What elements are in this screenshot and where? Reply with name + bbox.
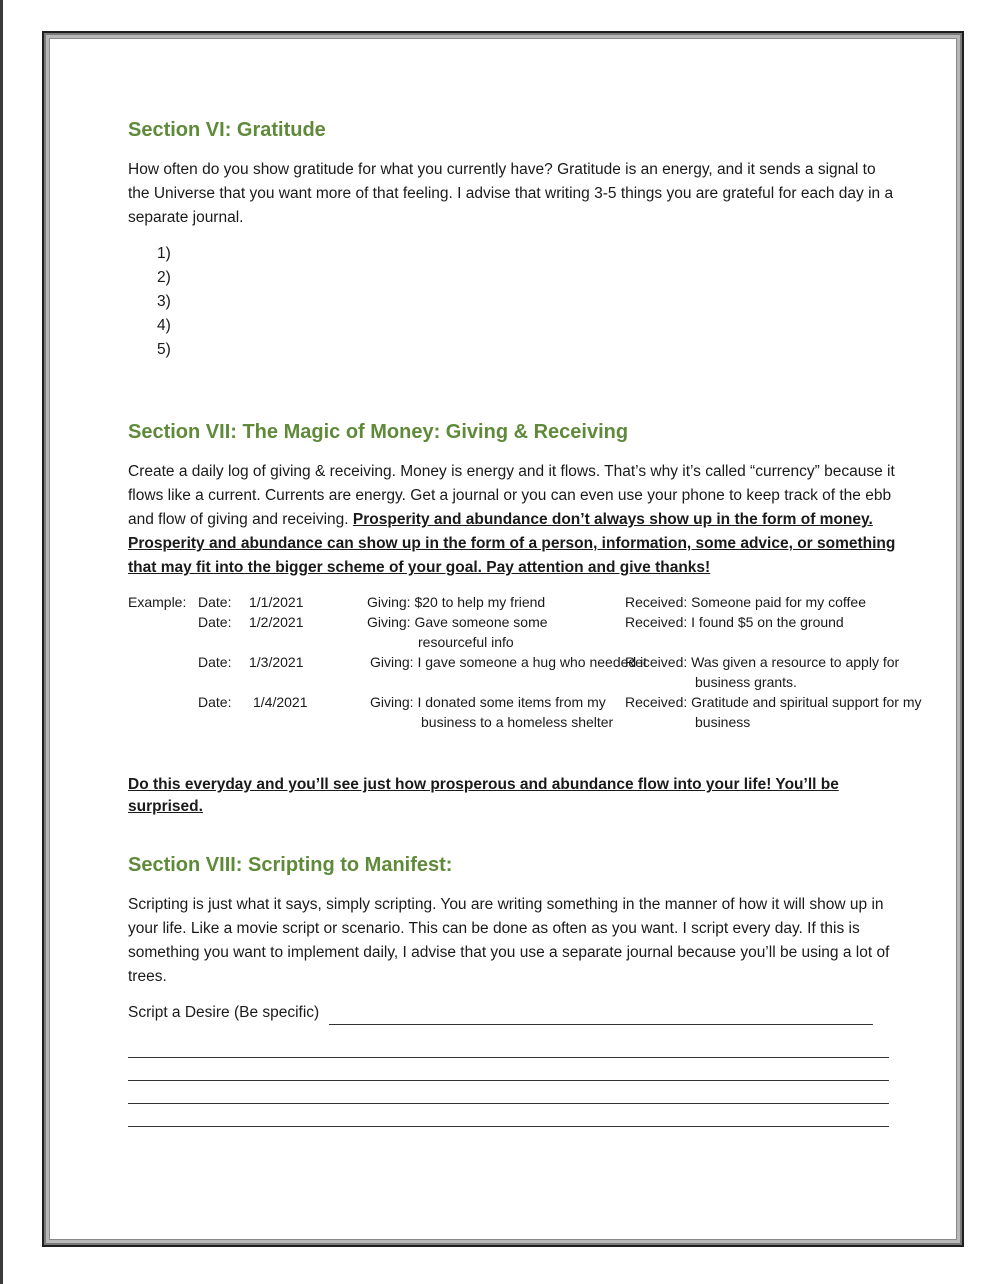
writing-line[interactable] <box>128 1035 889 1058</box>
writing-line[interactable] <box>128 1104 889 1127</box>
example-label: Example: <box>128 594 187 610</box>
section-6-title: Section VI: Gratitude <box>128 119 326 141</box>
writing-line[interactable] <box>128 1058 889 1081</box>
giving-receiving-log <box>128 592 922 754</box>
date-label: Date: <box>198 614 232 630</box>
log-date: 1/1/2021 <box>249 594 304 610</box>
log-date: 1/2/2021 <box>249 614 304 630</box>
log-date: 1/4/2021 <box>253 694 308 710</box>
list-item: 2) <box>157 269 171 286</box>
date-label: Date: <box>198 694 232 710</box>
log-received: Received: Someone paid for my coffee <box>625 594 866 610</box>
log-received: Received: I found $5 on the ground <box>625 614 844 630</box>
log-received: Received: Gratitude and spiritual support for my business <box>625 694 922 730</box>
list-item: 1) <box>157 245 171 262</box>
section-8-title: Section VIII: Scripting to Manifest: <box>128 854 453 876</box>
script-desire-line[interactable] <box>329 1006 873 1025</box>
section-7-title: Section VII: The Magic of Money: Giving & Receiving <box>128 421 629 443</box>
log-giving: Giving: I donated some items from my business to a homeless shelter <box>370 694 614 730</box>
writing-lines <box>128 1035 889 1127</box>
section-7-body-text: Create a daily log of giving & receiving. Money is energy and it flows. That’s why it’s called “currency” because it flows like a current. Currents are energy. Get a journal or you can even use your phone to keep track of the ebb and flow of giving and receiving. <box>128 463 895 528</box>
log-received: Received: Was given a resource to apply for business grants. <box>625 654 900 690</box>
left-edge-strip <box>0 0 3 1284</box>
section-7-body <box>128 460 898 580</box>
section-6-body: How often do you show gratitude for what you currently have? Gratitude is an energy, and it sends a signal to the Universe that you want more of that feeling. I advise that writing 3-5 things you are grateful for each day in a separate journal. <box>128 161 894 226</box>
date-label: Date: <box>198 594 232 610</box>
writing-line[interactable] <box>128 1081 889 1104</box>
script-desire-label: Script a Desire (Be specific) <box>128 1004 320 1021</box>
date-label: Date: <box>198 654 232 670</box>
page-border <box>42 31 964 1247</box>
log-giving: Giving: I gave someone a hug who needed it <box>370 654 648 670</box>
log-date: 1/3/2021 <box>249 654 304 670</box>
section-8-body: Scripting is just what it says, simply scripting. You are writing something in the manner of how it will show up in your life. Like a movie script or scenario. This can be done as often as you want. I script every day. If this is something you want to implement daily, I advise that you use a separate journal because you’ll be using a lot of trees. <box>128 896 890 985</box>
section-7-emphasis: Prosperity and abundance don’t always show up in the form of money. Prosperity and abundance can show up in the form of a person, information, some advice, or something that may fit into the bigger scheme of your goal. Pay attention and give thanks! <box>128 511 896 576</box>
list-item: 3) <box>157 293 171 310</box>
list-item: 5) <box>157 341 171 358</box>
list-item: 4) <box>157 317 171 334</box>
log-giving: Giving: $20 to help my friend <box>367 594 546 610</box>
log-giving: Giving: Gave someone some resourceful info <box>367 614 548 650</box>
script-desire-row <box>128 1001 898 1025</box>
document-page <box>128 117 922 1127</box>
gratitude-list <box>128 242 898 362</box>
section-7-closing: Do this everyday and you’ll see just how prosperous and abundance flow into your life! You’ll be surprised. <box>128 776 839 815</box>
